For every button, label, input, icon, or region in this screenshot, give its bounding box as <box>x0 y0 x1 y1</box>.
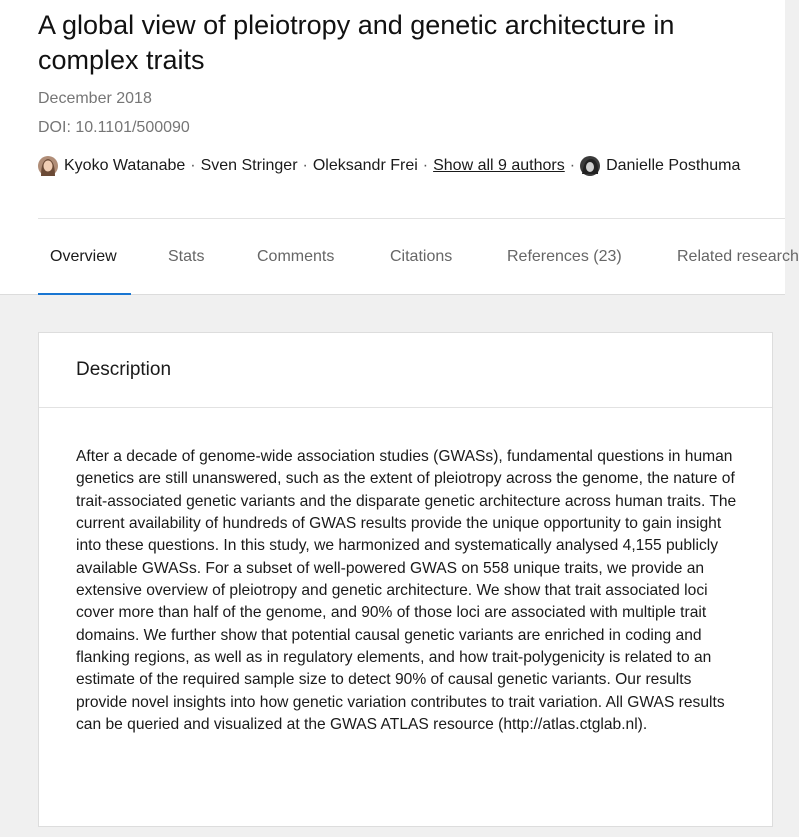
author-link-danielle[interactable]: Danielle Posthuma <box>606 157 741 174</box>
author-separator: · <box>569 157 576 174</box>
author-separator: · <box>190 157 196 174</box>
description-card <box>38 332 773 827</box>
tab-stats[interactable]: Stats <box>168 248 205 265</box>
publication-header <box>0 0 799 295</box>
publication-title: A global view of pleiotropy and genetic architecture in complex traits <box>38 10 675 75</box>
publication-doi: DOI: 10.1101/500090 <box>38 119 190 136</box>
publication-date: December 2018 <box>38 90 152 107</box>
author-link-kyoko[interactable]: Kyoko Watanabe <box>64 157 186 174</box>
description-divider <box>39 407 772 408</box>
author-avatar-danielle[interactable] <box>580 156 600 176</box>
tab-overview[interactable]: Overview <box>38 219 131 295</box>
tab-citations[interactable]: Citations <box>390 248 453 265</box>
show-all-authors-link[interactable]: Show all 9 authors <box>433 157 565 174</box>
author-avatar-kyoko[interactable] <box>38 156 58 176</box>
description-text: After a decade of genome-wide association studies (GWASs), fundamental questions in human genetics are still unanswered, such as the extent of pleiotropy across the genome, the nature of trait-associated genetic variants and the disparate genetic architecture across human traits. The current availability of hundreds of GWAS results provide the unique opportunity to gain insight into these questions. In this study, we harmonized and systematically analysed 4,155 publicly available GWASs. For a subset of well-powered GWAS on 558 unique traits, we provide an extensive overview of pleiotropy and genetic architecture. We show that trait associated loci cover more than half of the genome, and 90% of those loci are associated with multiple trait domains. We further show that potential causal genetic variants are enriched in coding and flanking regions, as well as in regulatory elements, and how trait-polygenicity is related to an estimate of the required sample size to detect 90% of causal genetic variants. Our results provide novel insights into how genetic variation contributes to trait variation. All GWAS results can be queried and visualized at the GWAS ATLAS resource (http://atlas.ctglab.nl). <box>76 448 737 734</box>
author-separator: · <box>302 157 308 174</box>
author-link-oleksandr[interactable]: Oleksandr Frei <box>312 157 418 174</box>
tab-related-research[interactable]: Related research <box>677 248 799 265</box>
author-list <box>38 156 740 176</box>
description-heading: Description <box>76 359 172 380</box>
tab-references[interactable]: References (23) <box>507 248 622 265</box>
author-separator: · <box>422 157 429 174</box>
author-link-sven[interactable]: Sven Stringer <box>200 157 298 174</box>
tab-comments[interactable]: Comments <box>257 248 335 265</box>
publication-tabs <box>38 219 799 295</box>
